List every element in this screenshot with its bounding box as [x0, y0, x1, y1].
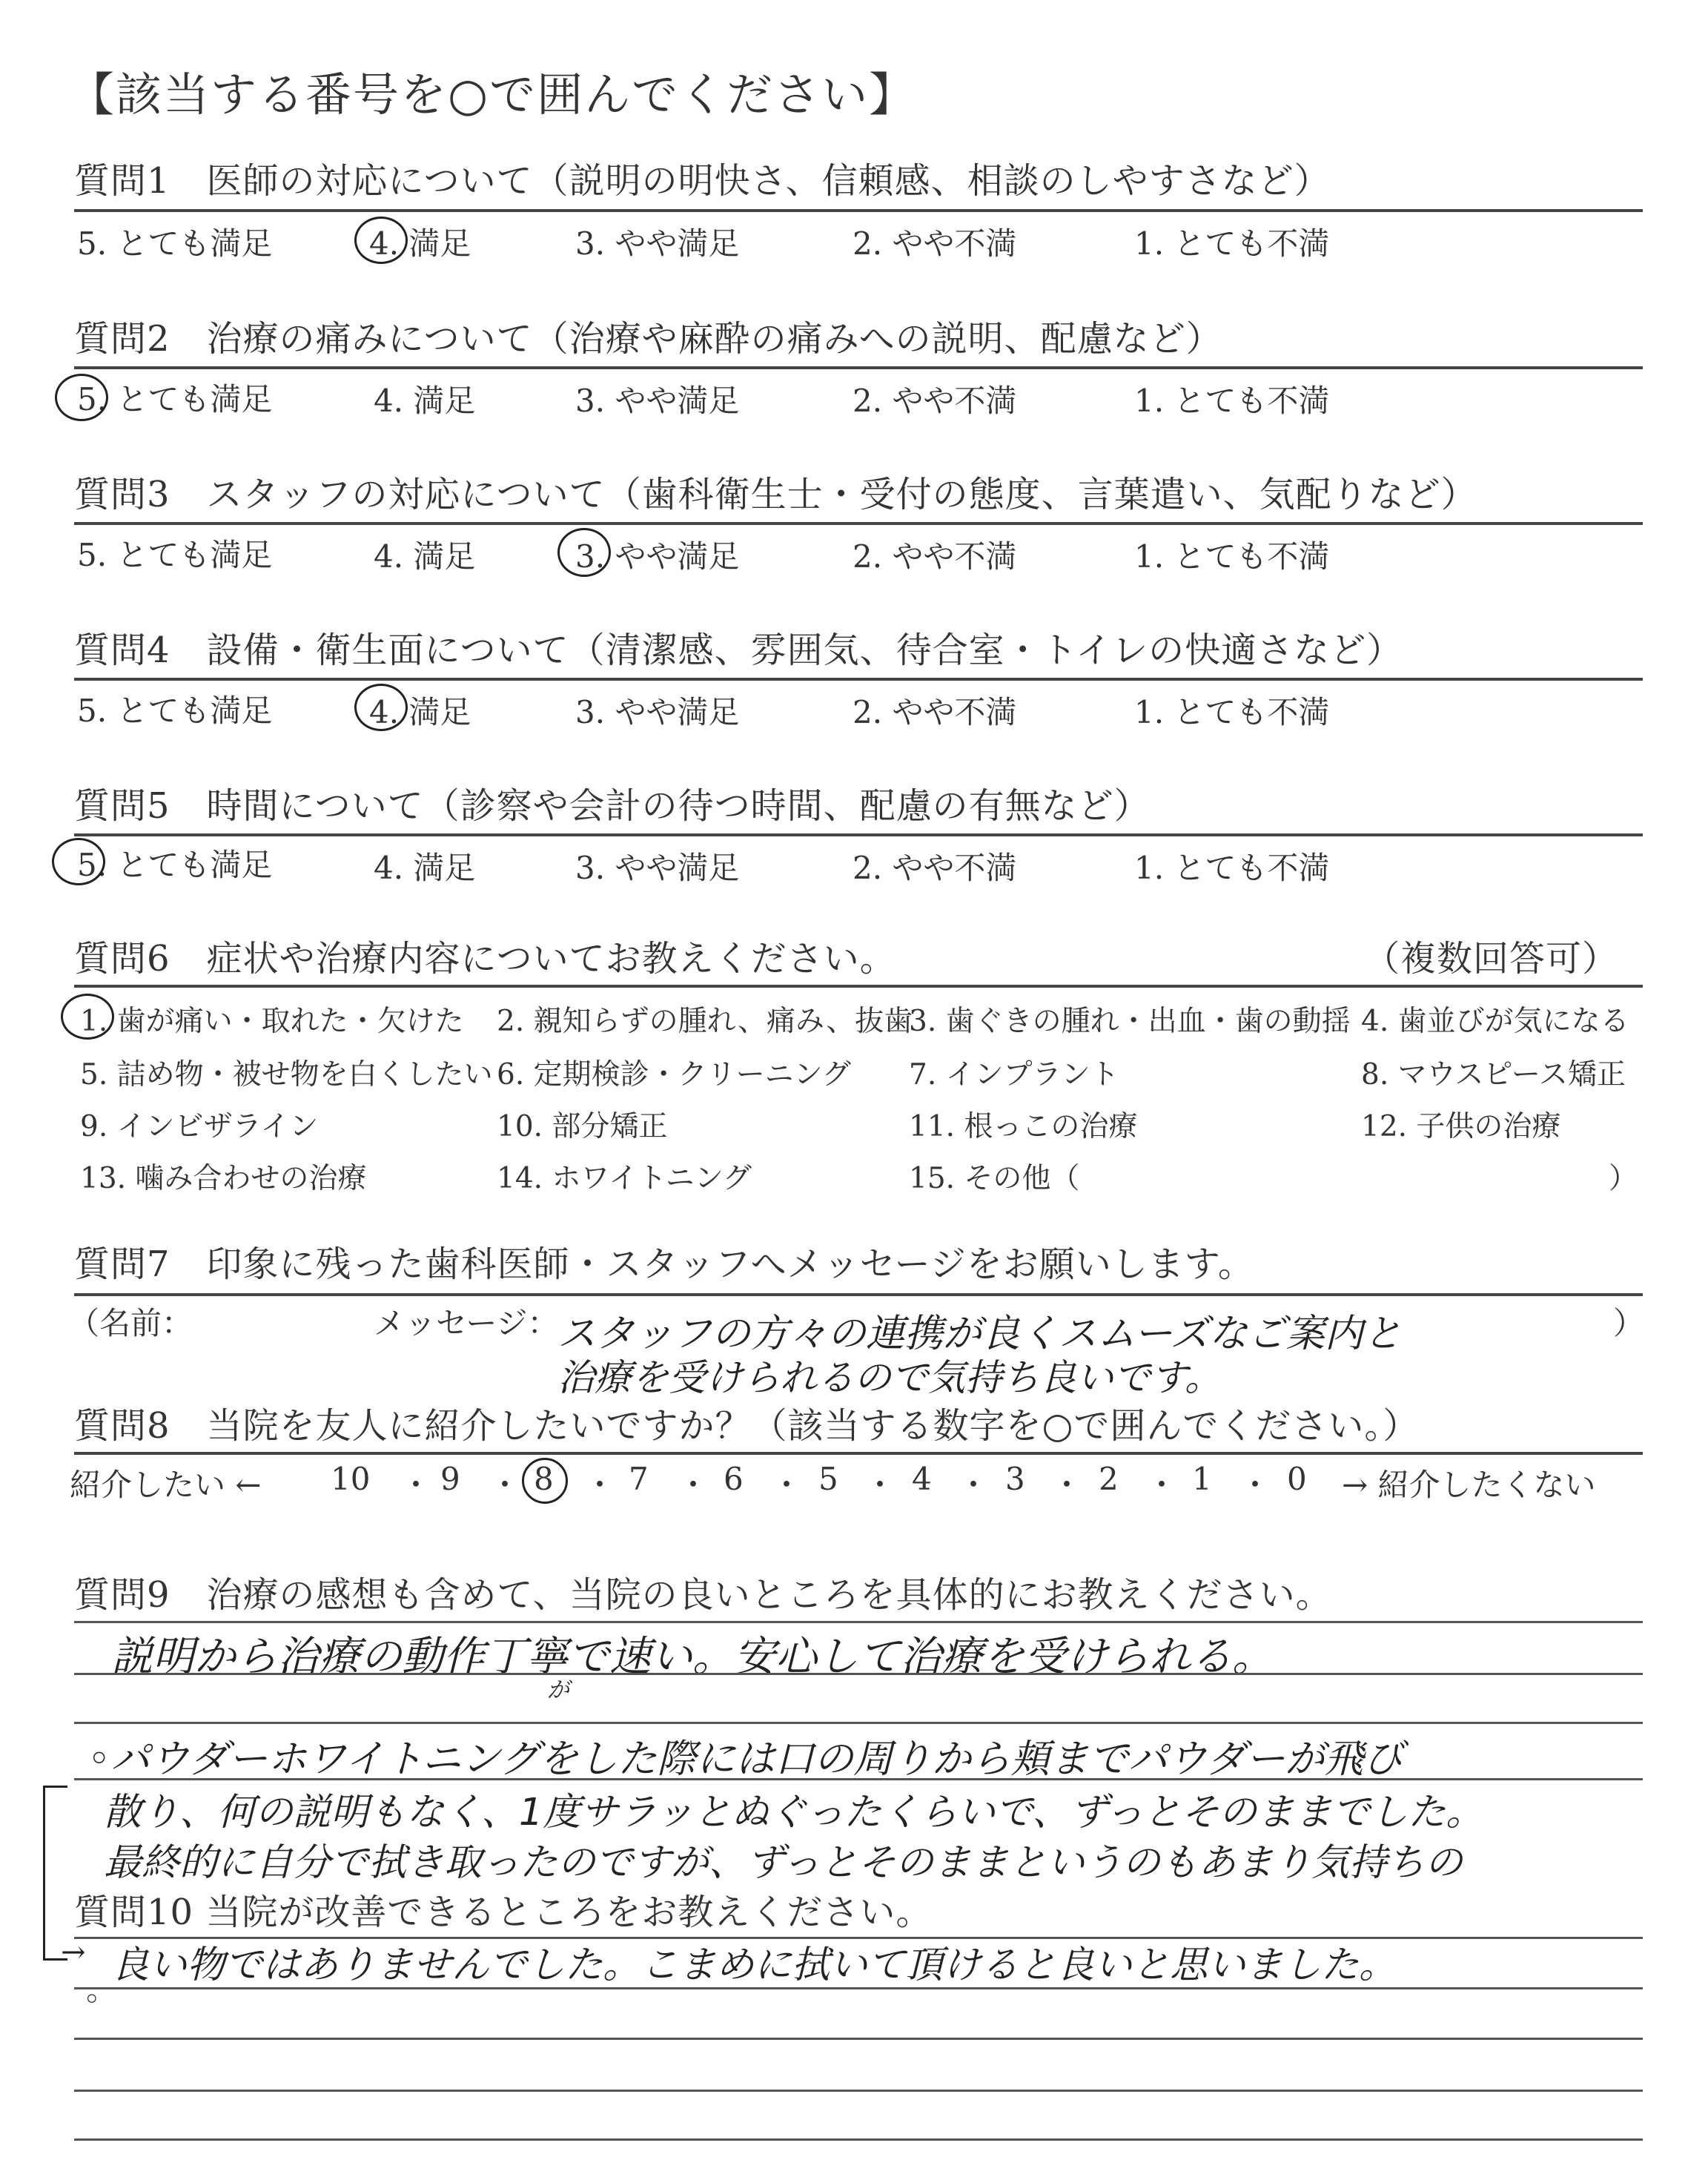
q5-option-2[interactable]: 2. やや不満: [853, 850, 1017, 886]
q8-dot: ・: [584, 1467, 616, 1503]
q2-option-3[interactable]: 3. やや満足: [575, 383, 740, 419]
q6-option-1[interactable]: 1. 歯が痛い・取れた・欠けた: [80, 1005, 464, 1038]
q9-rule-3: [74, 1722, 1643, 1724]
q1-selected-circle: [354, 217, 408, 264]
q6-other-close: ）: [1609, 1162, 1638, 1195]
q4-option-3[interactable]: 3. やや満足: [575, 694, 740, 730]
q6-title: 質問6 症状や治療内容についてお教えください。: [74, 938, 896, 980]
q8-dot: ・: [1051, 1467, 1083, 1503]
q3-option-5[interactable]: 5. とても満足: [77, 537, 273, 573]
q7-message-label: メッセージ：: [374, 1305, 559, 1341]
q10-rule-4: [74, 2090, 1643, 2092]
q1-option-1[interactable]: 1. とても不満: [1134, 225, 1330, 262]
q10-rule-5: [74, 2138, 1643, 2141]
q1-rule: [74, 209, 1643, 212]
q3-option-3[interactable]: 3. やや満足: [575, 538, 740, 575]
q6-option-10[interactable]: 10. 部分矯正: [497, 1110, 668, 1143]
q6-option-12[interactable]: 12. 子供の治療: [1361, 1110, 1561, 1143]
q6-option-14[interactable]: 14. ホワイトニング: [497, 1162, 752, 1195]
q6-option-9[interactable]: 9. インビザライン: [80, 1110, 319, 1143]
q8-scale-8[interactable]: 8: [534, 1461, 554, 1497]
q10-line3[interactable]: 最終的に自分で拭き取ったのですが、ずっとそのままというのもあまり気持ちの: [104, 1841, 1463, 1885]
q8-dot: ・: [864, 1467, 896, 1503]
q9-title: 質問9 治療の感想も含めて、当院の良いところを具体的にお教えください。: [74, 1574, 1332, 1616]
q9-correction: が: [547, 1677, 569, 1703]
q2-option-5[interactable]: 5. とても満足: [77, 381, 273, 417]
q6-option-4[interactable]: 4. 歯並びが気になる: [1361, 1005, 1629, 1038]
q7-close-paren: ）: [1613, 1305, 1645, 1341]
q5-rule: [74, 833, 1643, 836]
q6-option-8[interactable]: 8. マウスピース矯正: [1361, 1058, 1626, 1091]
q6-rule: [74, 985, 1643, 988]
q4-selected-circle: [354, 684, 408, 731]
q10-line1[interactable]: ◦パウダーホワイトニングをした際には口の周りから頬までパウダーが飛び: [87, 1737, 1403, 1782]
q6-selected-circle: [61, 994, 114, 1040]
q6-option-7[interactable]: 7. インプラント: [909, 1058, 1119, 1091]
q1-option-3[interactable]: 3. やや満足: [575, 225, 740, 262]
q8-scale-5[interactable]: 5: [818, 1461, 838, 1497]
q10-title: 質問10 当院が改善できるところをお教えください。: [74, 1892, 933, 1933]
q3-selected-circle: [557, 528, 611, 577]
q8-scale-0[interactable]: 0: [1287, 1461, 1307, 1497]
q8-dot: ・: [489, 1467, 521, 1503]
q10-rule-3: [74, 2038, 1643, 2040]
q7-rule: [74, 1293, 1643, 1296]
q3-option-4[interactable]: 4. 満足: [374, 538, 476, 575]
q8-scale-7[interactable]: 7: [629, 1461, 649, 1497]
q10-line5[interactable]: ◦: [83, 1983, 101, 2017]
q1-title: 質問1 医師の対応について（説明の明快さ、信頼感、相談のしやすさなど）: [74, 160, 1331, 202]
q1-option-4[interactable]: 4. 満足: [369, 225, 471, 262]
q4-rule: [74, 678, 1643, 681]
q2-option-2[interactable]: 2. やや不満: [853, 383, 1017, 419]
q7-name-label: （名前：: [68, 1305, 193, 1341]
q3-option-2[interactable]: 2. やや不満: [853, 538, 1017, 575]
q8-scale-3[interactable]: 3: [1005, 1461, 1025, 1497]
q8-dot: ・: [1146, 1467, 1178, 1503]
q8-title: 質問8 当院を友人に紹介したいですか？（該当する数字を○で囲んでください。）: [74, 1405, 1420, 1447]
q5-option-1[interactable]: 1. とても不満: [1134, 850, 1330, 886]
q5-option-5[interactable]: 5. とても満足: [77, 847, 273, 883]
q8-scale-4[interactable]: 4: [912, 1461, 932, 1497]
q6-option-6[interactable]: 6. 定期検診・クリーニング: [497, 1058, 851, 1091]
q2-selected-circle: [55, 374, 108, 421]
q8-dot: ・: [771, 1467, 803, 1503]
q8-scale-10[interactable]: 10: [331, 1461, 371, 1497]
q10-line2[interactable]: 散り、何の説明もなく、1度サラッとぬぐったくらいで、ずっとそのままでした。: [104, 1791, 1484, 1834]
q1-option-5[interactable]: 5. とても満足: [77, 225, 273, 262]
q2-option-4[interactable]: 4. 満足: [374, 383, 476, 419]
q9-rule-2: [74, 1673, 1643, 1675]
q8-left-label: 紹介したい ←: [70, 1467, 262, 1503]
q8-dot: ・: [400, 1467, 432, 1503]
q2-option-1[interactable]: 1. とても不満: [1134, 383, 1330, 419]
q8-dot: ・: [1239, 1467, 1271, 1503]
q8-scale-9[interactable]: 9: [440, 1461, 460, 1497]
q10-arrow-icon: →: [61, 1935, 86, 1969]
q8-dot: ・: [958, 1467, 990, 1503]
q9-rule-1: [74, 1621, 1643, 1623]
page-heading: 【該当する番号を○で囲んでください】: [68, 67, 917, 122]
q10-rule-2: [74, 1987, 1643, 1989]
q1-option-2[interactable]: 2. やや不満: [853, 225, 1017, 262]
q7-title: 質問7 印象に残った歯科医師・スタッフへメッセージをお願いします。: [74, 1244, 1254, 1285]
q8-right-label: → 紹介したくない: [1342, 1467, 1596, 1503]
q8-scale-2[interactable]: 2: [1099, 1461, 1119, 1497]
q6-option-13[interactable]: 13. 噛み合わせの治療: [80, 1162, 367, 1195]
q5-selected-circle: [52, 838, 105, 885]
q8-dot: ・: [678, 1467, 709, 1503]
q8-scale-1[interactable]: 1: [1192, 1461, 1212, 1497]
q8-scale-6[interactable]: 6: [724, 1461, 744, 1497]
q6-option-3[interactable]: 3. 歯ぐきの腫れ・出血・歯の動揺: [909, 1005, 1351, 1038]
q8-selected-circle: [522, 1458, 568, 1504]
q5-title: 質問5 時間について（診察や会計の待つ時間、配慮の有無など）: [74, 785, 1151, 827]
q4-option-1[interactable]: 1. とても不満: [1134, 694, 1330, 730]
q7-message-line2[interactable]: 治療を受けられるので気持ち良いです。: [557, 1356, 1222, 1399]
q3-title: 質問3 スタッフの対応について（歯科衛生士・受付の態度、言葉遣い、気配りなど）: [74, 474, 1477, 515]
q4-title: 質問4 設備・衛生面について（清潔感、雰囲気、待合室・トイレの快適さなど）: [74, 630, 1403, 671]
q5-option-3[interactable]: 3. やや満足: [575, 850, 740, 886]
q2-title: 質問2 治療の痛みについて（治療や麻酔の痛みへの説明、配慮など）: [74, 318, 1222, 360]
q3-option-1[interactable]: 1. とても不満: [1134, 538, 1330, 575]
q7-message-line1[interactable]: スタッフの方々の連携が良くスムーズなご案内と: [557, 1312, 1402, 1356]
q4-option-5[interactable]: 5. とても満足: [77, 693, 273, 729]
q6-option-11[interactable]: 11. 根っこの治療: [909, 1110, 1138, 1143]
q10-line4[interactable]: 良い物ではありませんでした。こまめに拭いて頂けると良いと思いました。: [111, 1943, 1397, 1987]
q6-option-2[interactable]: 2. 親知らずの腫れ、痛み、抜歯: [497, 1005, 913, 1038]
q4-option-2[interactable]: 2. やや不満: [853, 694, 1017, 730]
q3-rule: [74, 522, 1643, 525]
q6-option-5[interactable]: 5. 詰め物・被せ物を白くしたい: [80, 1058, 493, 1091]
q10-bracket-mark: [43, 1786, 67, 1961]
q8-rule: [74, 1452, 1643, 1455]
q10-rule-0: [74, 1778, 1643, 1780]
q2-rule: [74, 366, 1643, 369]
q9-answer[interactable]: 説明から治療の動作丁寧で速い。安心して治療を受けられる。: [111, 1633, 1274, 1681]
q4-option-4[interactable]: 4. 満足: [369, 694, 471, 730]
q5-option-4[interactable]: 4. 満足: [374, 850, 476, 886]
q6-note: （複数回答可）: [1364, 938, 1619, 980]
q6-option-15[interactable]: 15. その他（: [909, 1162, 1080, 1195]
